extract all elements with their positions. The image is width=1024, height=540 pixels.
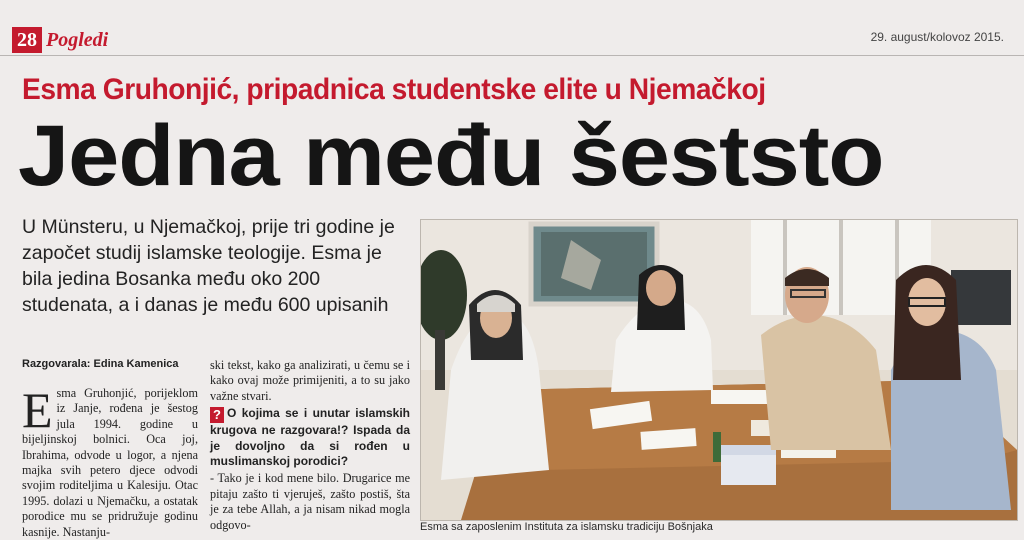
header-divider: [0, 55, 1024, 56]
question-mark-icon: ?: [210, 407, 224, 423]
page-number: 28: [12, 27, 42, 53]
article-headline: Jedna među šeststo: [18, 108, 884, 204]
section-title: Pogledi: [46, 29, 109, 51]
article-kicker: Esma Gruhonjić, pripadnica studentske elite u Njemačkoj: [22, 73, 766, 106]
article-photo: [420, 219, 1018, 521]
issue-date: 29. august/kolovoz 2015.: [870, 30, 1004, 44]
body-text: ski tekst, kako ga analizirati, u čemu se i kako ovaj može primijeniti, a to su jako važne stvari.: [210, 358, 410, 403]
photo-illustration: [421, 220, 1017, 520]
drop-cap: E: [22, 382, 53, 438]
body-text: - Tako je i kod mene bilo. Drugarice me pitaju zašto ti vjeruješ, zašto postiš, šta je za tebe Allah, a ja nisam nikad mogla odgovo-: [210, 471, 410, 532]
body-text: sma Gruhonjić, porijeklom iz Janje, rođena je šestog jula 1994. godine u bijeljinskoj bolnici. Oca joj, Ibrahima, odvode u logor, a njena majka svih petero djece odvodi svojim roditeljima u Kalesiju. Otac 1995. dolazi u Njemačku, a ostatak porodice mu se pridružuje godinu kasnije. Nastanju-: [22, 386, 198, 539]
body-column-2: [210, 358, 410, 533]
body-column-1: [22, 382, 198, 540]
byline: Razgovarala: Edina Kamenica: [22, 358, 179, 370]
article-lead: U Münsteru, u Njemačkoj, prije tri godine je započet studij islamske teologije. Esma je bila jedina Bosanka među oko 200 studenata, a i danas je među 600 upisanih: [22, 216, 395, 316]
photo-caption: Esma sa zaposlenim Instituta za islamsku tradiciju Bošnjaka: [420, 521, 713, 533]
interview-question: O kojima se i unutar islamskih krugova ne razgovara!? Ispada da je dovoljno da si rođen u muslimanskoj porodici?: [210, 406, 410, 469]
